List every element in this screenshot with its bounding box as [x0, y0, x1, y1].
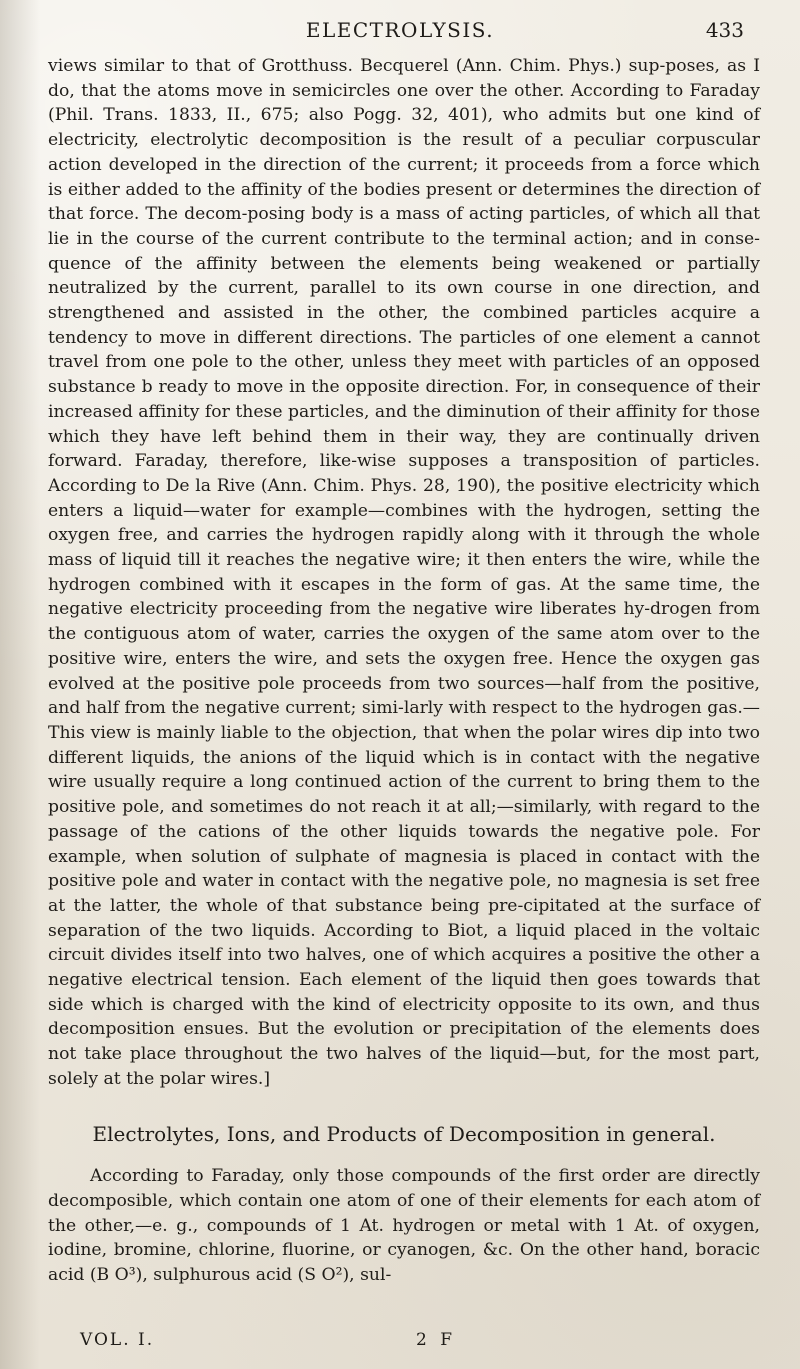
section-heading: Electrolytes, Ions, and Products of Decomposition in general. — [92, 1121, 716, 1146]
page-number: 433 — [705, 18, 744, 42]
page-footer — [80, 1330, 720, 1360]
page-fold-shadow — [0, 0, 40, 1369]
paragraph-grotthuss-faraday: views similar to that of Grotthuss. Becquerel (Ann. Chim. Phys.) sup-poses, as I do, that the atoms move in semicircles one over the other. According to Faraday (Phil. Trans. 1833, II., 675; also Pogg. 32, 401), who admits but one kind of electricity, electrolytic decomposition is the result of a peculiar corpuscular action developed in the direction of the current; it proceeds from a force which is either added to the affinity of the bodies present or determines the direction of that force. The decom-posing body is a mass of acting particles, of which all that lie in the course of the current contribute to the terminal action; and in conse-quence of the affinity between the elements being weakened or partially neutralized by the current, parallel to its own course in one direction, and strengthened and assisted in the other, the combined particles acquire a tendency to move in different directions. The particles of one element a cannot travel from one pole to the other, unless they meet with particles of an opposed substance b ready to move in the opposite direction. For, in consequence of their increased affinity for these particles, and the diminution of their affinity for those which they have left behind them in their way, they are continually driven forward. Faraday, therefore, like-wise supposes a transposition of particles. According to De la Rive (Ann. Chim. Phys. 28, 190), the positive electricity which enters a liquid—water for example—combines with the hydrogen, setting the oxygen free, and carries the hydrogen rapidly along with it through the whole mass of liquid till it reaches the negative wire; it then enters the wire, while the hydrogen combined with it escapes in the form of gas. At the same time, the negative electricity proceeding from the negative wire liberates hy-drogen from the contiguous atom of water, carries the oxygen of the same atom over to the positive wire, enters the wire, and sets the oxygen free. Hence the oxygen gas evolved at the positive pole proceeds from two sources—half from the positive, and half from the negative current; simi-larly with respect to the hydrogen gas.—This view is mainly liable to the objection, that when the polar wires dip into two different liquids, the anions of the liquid which is in contact with the negative wire usually require a long continued action of the current to bring them to the positive pole, and sometimes do not reach it at all;—similarly, with regard to the passage of the cations of the other liquids towards the negative pole. For example, when solution of sulphate of magnesia is placed in contact with the positive pole and water in contact with the negative pole, no magnesia is set free at the latter, the whole of that substance being pre-cipitated at the surface of separation of the two liquids. According to Biot, a liquid placed in the voltaic circuit divides itself into two halves, one of which acquires a positive the other a negative electrical tension. Each element of the liquid then goes towards that side which is charged with the kind of electricity opposite to its own, and thus decomposition ensues. But the evolution or precipitation of the elements does not take place throughout the two halves of the liquid—but, for the most part, solely at the polar wires.] — [48, 56, 760, 1089]
paragraph-electrolytes: According to Faraday, only those compounds of the first order are directly decomposible, which contain one atom of one of their elements for each atom of the other,—e. g., compounds of 1 At. hydrogen or metal with 1 At. of oxygen, iodine, bromine, chlorine, fluorine, or cyanogen, &c. On the other hand, boracic acid (B O³), sulphurous acid (S O²), sul- — [48, 1166, 760, 1286]
running-title: ELECTROLYSIS. — [305, 18, 495, 42]
page-header — [0, 8, 800, 48]
volume-label: VOL. I. — [80, 1330, 155, 1350]
body-text — [48, 54, 760, 1288]
signature-mark: 2 F — [416, 1330, 457, 1350]
